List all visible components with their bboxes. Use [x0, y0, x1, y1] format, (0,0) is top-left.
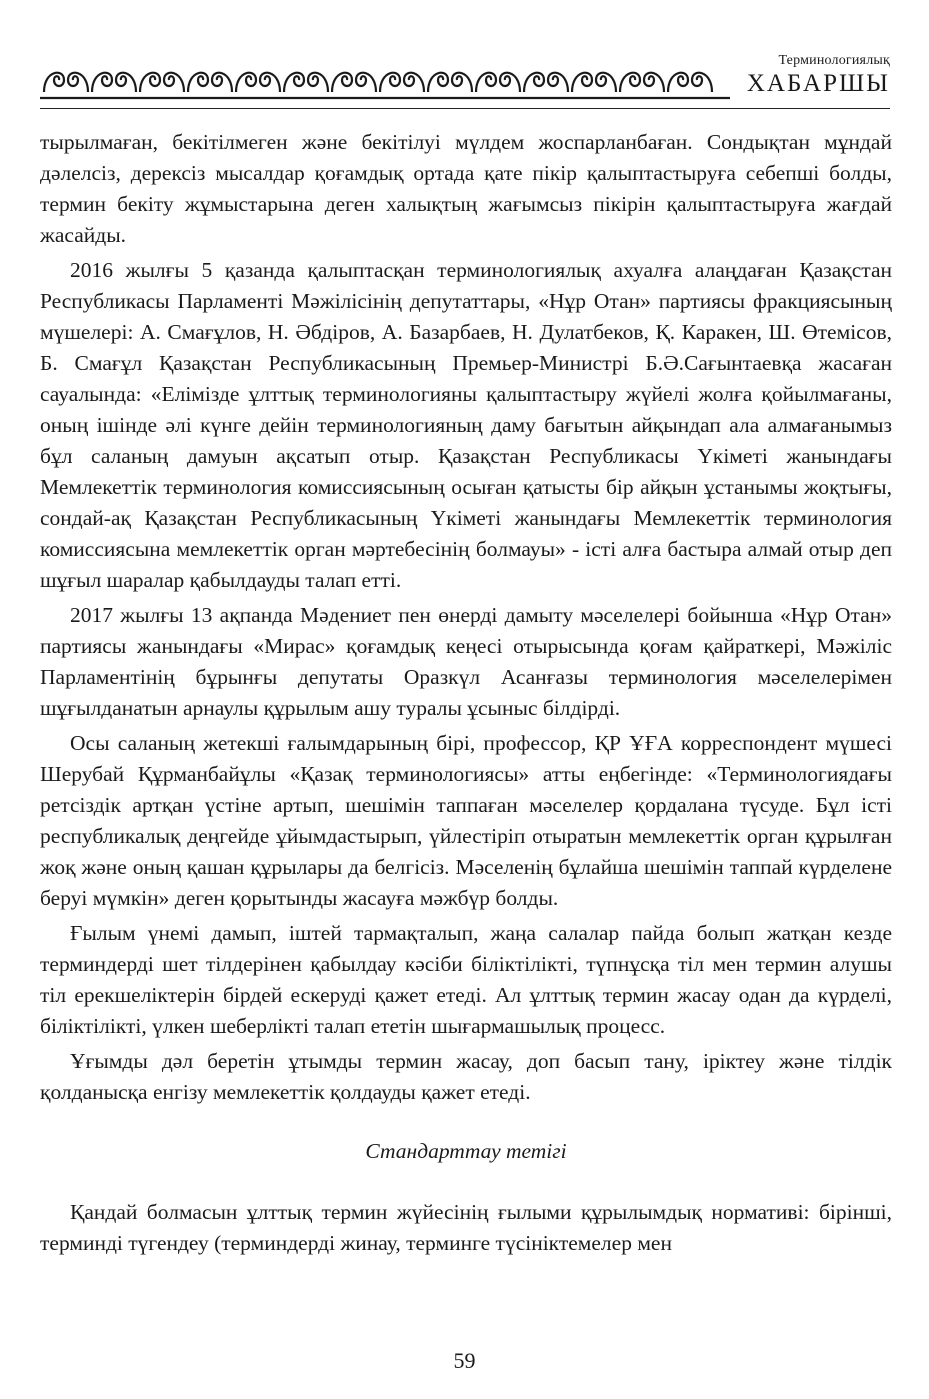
- paragraph-5: Ғылым үнемі дамып, іштей тармақталып, жаңа салалар пайда болып жатқан кезде терминдерді шет тілдерінен қабылдау кәсіби біліктілікті, түпнұсқа тіл мен термин алушы тіл ерекшеліктерін бірдей ескеруді қажет етеді. Ал ұлттық термин жасау одан да күрделі, біліктілікті, үлкен шеберлікті талап ететін шығармашылық процесс.: [40, 921, 892, 1038]
- ornament-scroll-right: [548, 73, 568, 92]
- ornament-scroll-left: [380, 73, 400, 92]
- ornament-scroll-right: [164, 73, 184, 92]
- ornament-scroll-right: [644, 73, 664, 92]
- ornament-scroll-left: [140, 73, 160, 92]
- ornament-scroll-right: [68, 73, 88, 92]
- ornament-scroll-right: [404, 73, 424, 92]
- ornament-scroll-right: [692, 73, 712, 92]
- ornament-scroll-right: [212, 73, 232, 92]
- paragraph-6: Ұғымды дәл беретін ұтымды термин жасау, доп басып тану, іріктеу және тілдік қолданысқа енгізу мемлекеттік қолдауды қажет етеді.: [40, 1049, 892, 1104]
- journal-title-line2: ХАБАРШЫ: [746, 70, 890, 97]
- journal-title: [740, 52, 890, 98]
- header-divider: [40, 108, 890, 109]
- journal-title-line1: Терминологиялық: [778, 53, 890, 68]
- ornament-scroll-left: [44, 73, 64, 92]
- paragraph-2: 2016 жылғы 5 қазанда қалыптасқан терминологиялық ахуалға алаңдаған Қазақстан Республикасы Парламенті Мәжілісінің депутаттары, «Нұр Отан» партиясы фракциясының мүшелері: А. Смағұлов, Н. Әбдіров, А. Базарбаев, Н. Дулатбеков, Қ. Каракен, Ш. Өтемісов, Б. Смағұл Қазақстан Республикасының Премьер-Министрі Б.Ә.Сағынтаевқа жасаған сауалында: «Елімізде ұлттық терминологияны қалыптастыру жүйелі жолға қойылмағаны, оның ішінде әлі күнге дейін терминологияның даму бағытын айқындап ала алмағанымыз бұл саланың дамуын ақсатып отыр. Қазақстан Республикасы Үкіметі жанындағы Мемлекеттік терминология комиссиясының осыған қатысты бір айқын ұстанымы жоқтығы, сондай-ақ Қазақстан Республикасының Үкіметі жанындағы Мемлекеттік терминология комиссиясына мемлекеттік орган мәртебесінің болмауы» - істі алға бастыра алмай отыр деп шұғыл шаралар қабылдауды талап етті.: [40, 258, 892, 592]
- ornament-scroll-left: [236, 73, 256, 92]
- ornament-scroll-left: [572, 73, 592, 92]
- ornament-scroll-left: [620, 73, 640, 92]
- ornament-scroll-left: [524, 73, 544, 92]
- ornament-scroll-left: [188, 73, 208, 92]
- ornament-scroll-left: [284, 73, 304, 92]
- ornament-scroll-left: [476, 73, 496, 92]
- ornament-scroll-right: [260, 73, 280, 92]
- ornament-scroll-right: [596, 73, 616, 92]
- paragraph-3: 2017 жылғы 13 ақпанда Мәдениет пен өнерді дамыту мәселелері бойынша «Нұр Отан» партиясы жанындағы «Мирас» қоғамдық кеңесі отырысында қоғам қайраткері, Мәжіліс Парламентінің бұрынғы депутаты Оразкүл Асанғазы терминология мәселелерімен шұғылданатын арнаулы құрылым ашу туралы ұсыныс білдірді.: [40, 603, 892, 720]
- ornament-scroll-left: [668, 73, 688, 92]
- ornament-scroll-left: [428, 73, 448, 92]
- ornament-scroll-right: [308, 73, 328, 92]
- paragraph-7: Қандай болмасын ұлттық термин жүйесінің ғылыми құрылымдық нормативі: бірінші, терминді түгендеу (терминдерді жинау, терминге түсініктемелер мен: [40, 1200, 892, 1255]
- ornament-scroll-right: [116, 73, 136, 92]
- ornament-scroll-right: [500, 73, 520, 92]
- page-header: [40, 52, 890, 112]
- ornament-scroll-left: [332, 73, 352, 92]
- page-number: 59: [453, 1348, 476, 1373]
- paragraph-1: тырылмаған, бекітілмеген және бекітілуі мүлдем жоспарланбаған. Сондықтан мұндай дәлелсіз, дерексіз мысалдар қоғамдық ортада қате пікір қалыптастыруға себепші болды, термин бекіту жұмыстарына деген халықтың жағымсыз пікірін қалыптастыруға жағдай жасайды.: [40, 130, 892, 247]
- ornament-border-icon: [40, 58, 730, 102]
- ornament-scroll-right: [452, 73, 472, 92]
- ornament-scroll-right: [356, 73, 376, 92]
- ornament-scroll-left: [92, 73, 112, 92]
- page-body: [40, 127, 892, 1263]
- paragraph-4: Осы саланың жетекші ғалымдарының бірі, профессор, ҚР ҰҒА корреспондент мүшесі Шерубай Құрманбайұлы «Қазақ терминологиясы» атты еңбегінде: «Терминологиядағы ретсіздік артқан үстіне артып, шешімін таппаған мәселелер қордалана түсуде. Бұл істі республикалық деңгейде ұйымдастырып, үйлестіріп отыратын мемлекеттік орган құрылған жоқ және оның қашан құрылары да белгісіз. Мәселенің бұлайша шешімін таппай күрделене беруі мүмкін» деген қорытынды жасауға мәжбүр болды.: [40, 731, 892, 910]
- section-heading: Стандарттау тетігі: [365, 1139, 567, 1163]
